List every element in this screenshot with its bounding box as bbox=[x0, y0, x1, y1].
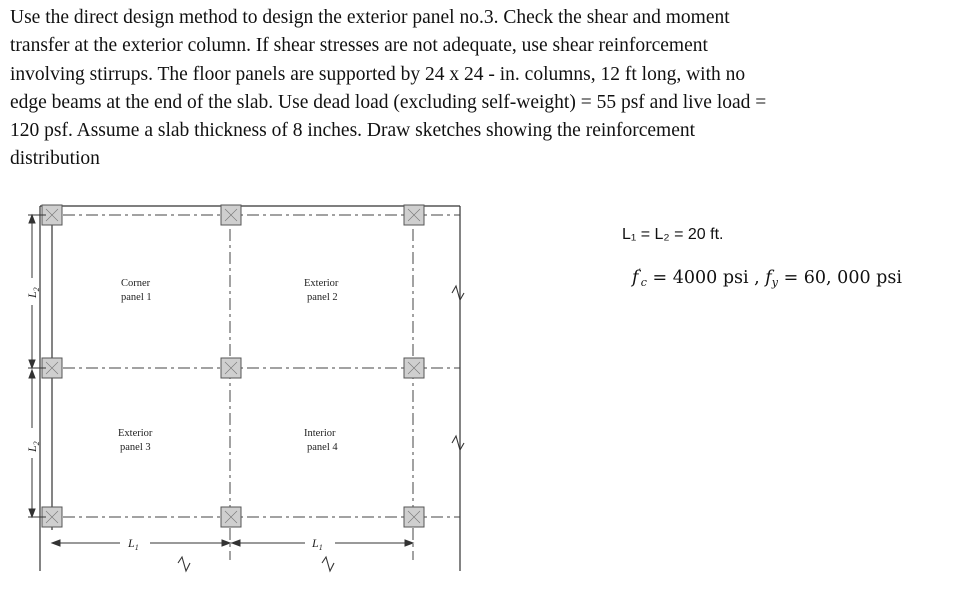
panel-1-label-line2: panel 1 bbox=[121, 292, 152, 303]
panel-2-label-line2: panel 2 bbox=[307, 292, 338, 303]
slab-outline bbox=[40, 206, 460, 571]
problem-line-5: 120 psf. Assume a slab thickness of 8 inches. Draw sketches showing the reinforcement bbox=[10, 120, 696, 142]
panel-1-label-line1: Corner bbox=[121, 278, 151, 289]
problem-line-6: distribution bbox=[10, 148, 100, 170]
panel-2-label-line1: Exterior bbox=[304, 278, 339, 289]
span-label-l2-top: $L_2$ bbox=[25, 287, 41, 298]
material-properties: $f'_c = 4000$ psi , $f_y = 60$, 000 psi bbox=[632, 268, 902, 289]
dimension-lines bbox=[28, 215, 413, 546]
span-lengths: L₁ = L₂ = 20 ft. bbox=[622, 226, 724, 243]
panel-4-label-line2: panel 4 bbox=[307, 442, 338, 453]
span-label-l1-left: $L_1$ bbox=[128, 536, 139, 552]
column-centerlines bbox=[40, 206, 460, 560]
problem-line-2: transfer at the exterior column. If shear stresses are not adequate, use shear reinforcement bbox=[10, 35, 708, 57]
panel-4-label-line1: Interior bbox=[304, 428, 336, 439]
problem-line-1: Use the direct design method to design the exterior panel no.3. Check the shear and moment bbox=[10, 7, 730, 28]
panel-3-label-line1: Exterior bbox=[118, 428, 153, 439]
span-label-l2-bottom: $L_2$ bbox=[25, 441, 41, 452]
panel-3-label-line2: panel 3 bbox=[120, 442, 151, 453]
problem-line-3: involving stirrups. The floor panels are supported by 24 x 24 - in. columns, 12 ft long, with no bbox=[10, 63, 746, 85]
problem-line-4: edge beams at the end of the slab. Use dead load (excluding self-weight) = 55 psf and live load = bbox=[10, 91, 767, 113]
span-label-l1-right: $L_1$ bbox=[312, 536, 323, 552]
